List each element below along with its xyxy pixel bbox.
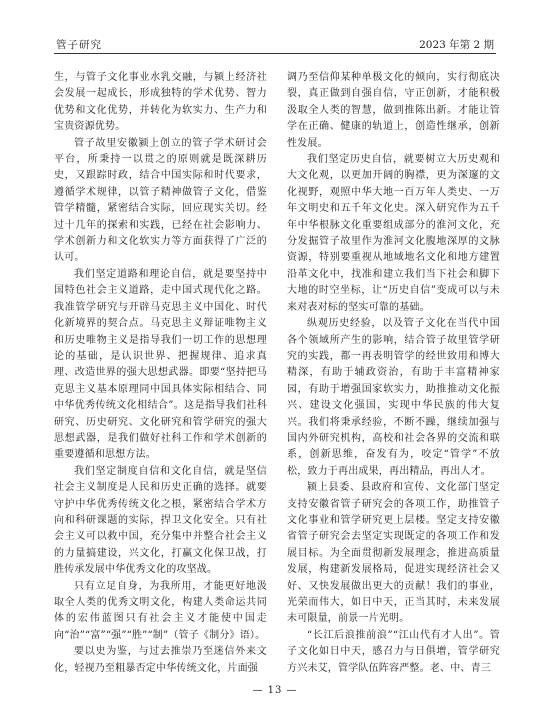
paragraph: 颍上县委、县政府和宣传、文化部门坚定支持安徽省管子研究会的各项工作，助推管子文化事业和管学研究更上层楼。坚定支持安徽省管子研究会去坚定实现既定的各项工作和发展目标。为全面贯彻新发展理念，推进高质量发展，构建新发展格局，促进实现经济社会又好、又快发展做出更大的贡献！我们的事业，光荣而伟大，如日中天，正当其时，未来发展未可限量，前景一片光明。 [287,482,500,625]
paragraph: 要以史为鉴，与过去推崇乃至迷信外来文化，轻视乃至粗暴否定中华传统文化，片面强 [54,646,267,674]
paragraph: 生，与管子文化事业水乳交融，与颍上经济社会发展一起成长，形成独特的学术优势、智力优势和文化优势，并转化为软实力、生产力和宝贵资源优势。 [54,72,267,133]
running-header [54,37,496,54]
paragraph: 调乃至信仰某种单极文化的倾向，实行彻底决裂，真正做到自强自信，守正创新，才能积极汲取全人类的智慧，做到推陈出新。才能让管学在正确、健康的轨道上，创造性继承，创新性发展。 [287,72,500,149]
journal-title: 管子研究 [56,39,102,51]
paragraph: 我们坚定道路和理论自信，就是要坚持中国特色社会主义道路，走中国式现代化之路。我准管学研究与开辟马克思主义中国化、时代化新境界的契合点。马克思主义辩证唯物主义和历史唯物主义是指导我们一切工作的思想理论的基础，是认识世界、把握规律、追求真理、改造世界的强大思想武器。即要“坚持把马克思主义基本原理同中国具体实际相结合、同中华优秀传统文化相结合”。这是指导我们社科研究、历史研究、文化研究和管学研究的强大思想武器，是我们做好社科工作和学术创新的重要遵循和思想方法。 [54,268,267,461]
page-number: — 13 — [252,685,298,696]
paragraph: 管子故里安徽颍上创立的管子学术研讨会平台，所秉持一以贯之的原则就是既深耕历史，又跟踪时政，结合中国实际和时代要求，遵循学术规律，以管子精神做管子文化，借鉴管学精髓，紧密结合实际，回应现实关切。经过十几年的探索和实践，已经在社会影响力、学术创新力和文化软实力等方面获得了广泛的认可。 [54,137,267,264]
paragraph: 我们坚定历史自信，就要树立大历史观和大文化观，以更加开阔的胸襟，更为深邃的文化视野，观照中华大地一百万年人类史、一万年文明史和五千年文化史。深入研究作为五千年中华根脉文化重要组成部分的淮河文化，充分发掘管子故里作为淮河文化腹地深厚的文脉资源，特别要重视从地域地名文化和地方建置沿革文化中，找准和建立我们当下社会和脚下大地的时空坐标，让“历史自信”变成可以与未来对表对标的坚实可靠的基础。 [287,154,500,313]
right-column [287,70,500,677]
paragraph: 我们坚定制度自信和文化自信，就是坚信社会主义制度是人民和历史正确的选择。就要守护中华优秀传统文化之根，紧密结合学术方向和科研课题的实际，捍卫文化安全。只有社会主义可以救中国，充分集中并整合社会主义的力量搞建设，兴文化，打赢文化保卫战，打胜传承发展中华优秀文化的攻坚战。 [54,465,267,576]
left-column [54,70,267,677]
paragraph: 只有立足自身，为我所用，才能更好地汲取全人类的优秀文明文化，构建人类命运共同体的宏伟蓝图只有社会主义才能使中国走向“治”“富”“强”“胜”“制”（管子《制分》语）。 [54,580,267,641]
paragraph: “长江后浪推前浪”“江山代有才人出”。管子文化如日中天，感召力与日俱增，管学研究方兴未艾，管学队伍阵容严整。老、中、青三 [287,629,500,674]
issue-label: 2023 年第 2 期 [419,39,494,51]
paragraph: 纵观历史经验，以及管子文化在当代中国各个领域所产生的影响，结合管子故里管学研究的实践，都一再表明管学的经世致用和博大精深，有助于辅政资治，有助于丰富精神家园，有助于增强国家软实力，助推推动文化振兴、建设文化强国，实现中华民族的伟大复兴。我们将秉承经验，不断不躁，继续加强与国内外研究机构，高校和社会各界的交流和联系，创新思维，奋发有为，咬定“管学”不放松，致力于再出成果，再出精品，再出人才。 [287,318,500,477]
